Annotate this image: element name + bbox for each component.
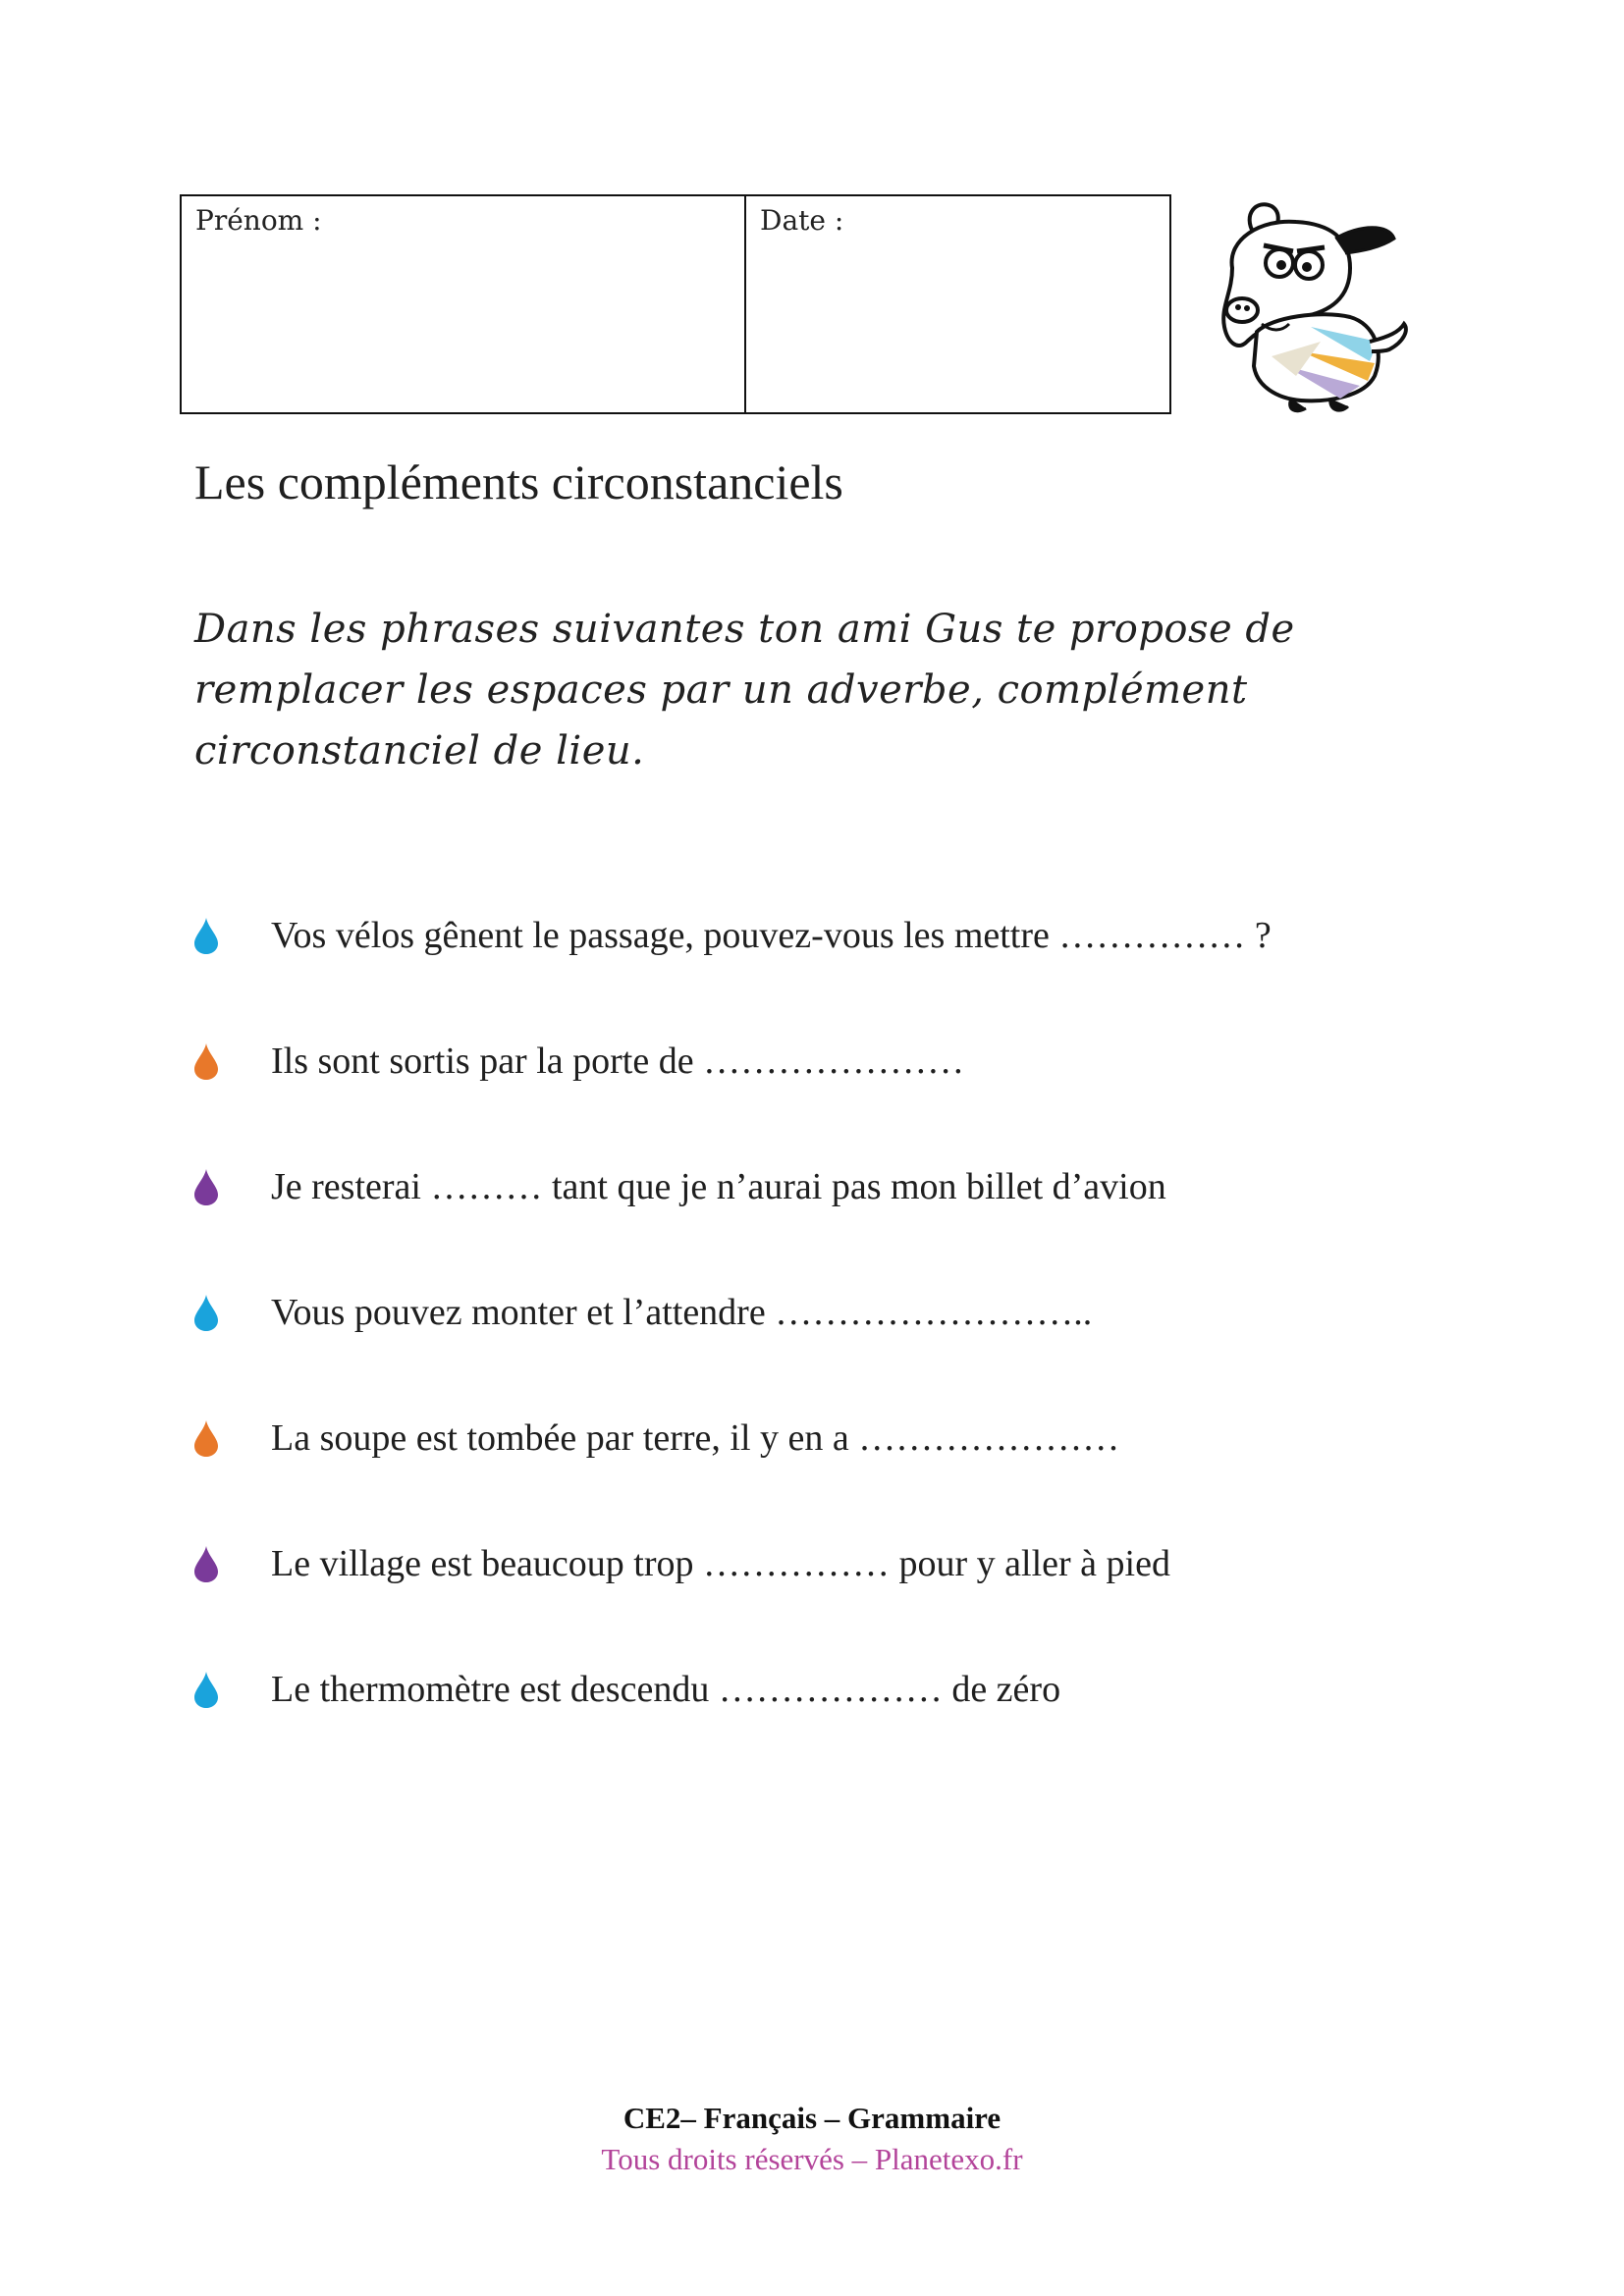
footer-course: CE2– Français – Grammaire xyxy=(623,2101,1001,2135)
exercise-item xyxy=(192,1660,1060,1719)
prenom-field[interactable] xyxy=(182,196,746,412)
drop-icon xyxy=(192,1418,220,1458)
footer-rights: Tous droits réservés – Planetexo.fr xyxy=(601,2142,1023,2176)
exercise-item xyxy=(192,1032,964,1091)
instruction-text: Dans les phrases suivantes ton ami Gus te propose de remplacer les espaces par un adverbe, complément circonstanciel de lieu. xyxy=(194,607,1295,774)
exercise-sentence: Le village est beaucoup trop …………… pour y aller à pied xyxy=(271,1543,1170,1584)
exercise-sentence: Vos vélos gênent le passage, pouvez-vous les mettre …………… ? xyxy=(271,915,1272,956)
name-date-box xyxy=(180,194,1171,414)
page-title: Les compléments circonstanciels xyxy=(194,454,843,509)
exercise-item xyxy=(192,906,1272,965)
drop-icon xyxy=(192,916,220,955)
drop-icon xyxy=(192,1041,220,1081)
exercise-item xyxy=(192,1283,1092,1342)
exercise-item xyxy=(192,1409,1119,1468)
exercise-sentence: Ils sont sortis par la porte de ………………… xyxy=(271,1041,965,1082)
drop-icon xyxy=(192,1670,220,1709)
exercise-item xyxy=(192,1534,1170,1593)
date-label: Date : xyxy=(760,204,844,237)
drop-icon xyxy=(192,1293,220,1332)
prenom-label: Prénom : xyxy=(195,204,322,237)
exercise-sentence: Vous pouvez monter et l’attendre …………………….. xyxy=(271,1292,1093,1333)
exercise-item xyxy=(192,1157,1166,1216)
drop-icon xyxy=(192,1544,220,1583)
exercise-sentence: Le thermomètre est descendu ……………… de zéro xyxy=(271,1669,1061,1710)
drop-icon xyxy=(192,1167,220,1206)
exercise-sentence: Je resterai ……… tant que je n’aurai pas mon billet d’avion xyxy=(271,1166,1166,1207)
exercise-sentence: La soupe est tombée par terre, il y en a ………………… xyxy=(271,1417,1120,1459)
date-field[interactable] xyxy=(746,196,1169,412)
sheep-mascot-icon xyxy=(1203,194,1415,416)
